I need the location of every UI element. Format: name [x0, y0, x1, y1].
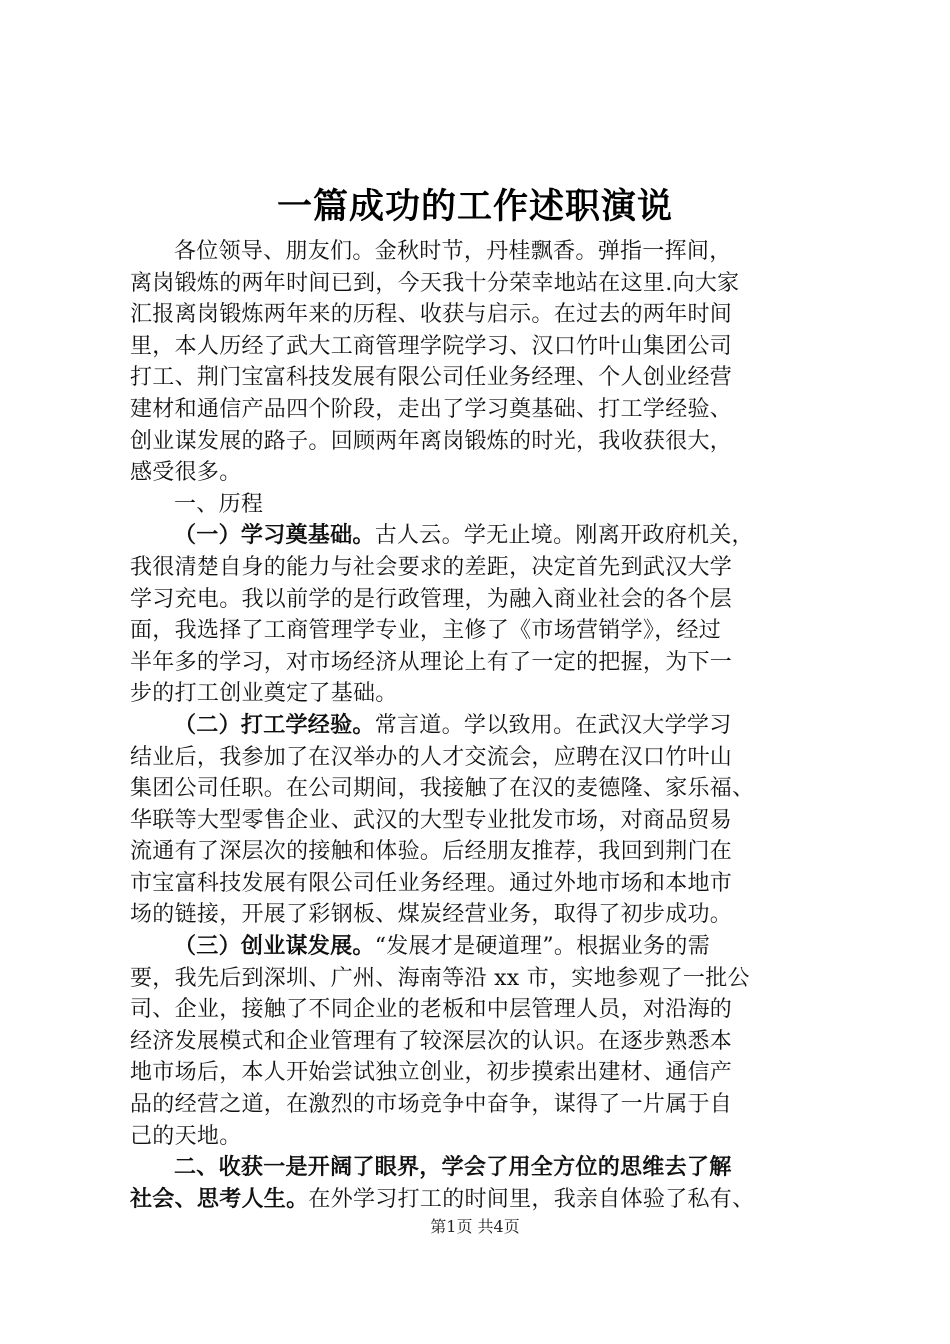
document-title: 一篇成功的工作述职演说 — [276, 187, 673, 227]
paragraph-line: 我很清楚自身的能力与社会要求的差距，决定首先到武汉大学 — [130, 554, 733, 580]
paragraph-line: 地市场后，本人开始尝试独立创业，初步摸索出建材、通信产 — [130, 1060, 733, 1086]
paragraph-line: 经济发展模式和企业管理有了较深层次的认识。在逐步熟悉本 — [130, 1028, 733, 1054]
paragraph-line: 各位领导、朋友们。金秋时节，丹桂飘香。弹指一挥间， — [174, 239, 732, 264]
paragraph-line: 己的天地。 — [130, 1123, 242, 1149]
subsection-heading: （三）创业谋发展。 — [174, 934, 375, 960]
section-heading-continued: 社会、思考人生。 — [130, 1186, 309, 1212]
paragraph-text: 常言道。学以致用。在武汉大学学习 — [374, 712, 732, 738]
paragraph-line — [130, 931, 830, 963]
paragraph-line: 集团公司任职。在公司期间，我接触了在汉的麦德隆、家乐福、 — [130, 776, 755, 802]
section-heading: 一、历程 — [174, 491, 264, 517]
document-body — [130, 236, 830, 1215]
paragraph-line: 创业谋发展的路子。回顾两年离岗锻炼的时光，我收获很大， — [130, 428, 733, 454]
paragraph-line: 感受很多。 — [130, 460, 242, 486]
paragraph-line: 场的链接，开展了彩钢板、煤炭经营业务，取得了初步成功。 — [130, 902, 733, 928]
paragraph-line: 步的打工创业奠定了基础。 — [130, 681, 398, 707]
paragraph-line: 半年多的学习，对市场经济从理论上有了一定的把握，为下一 — [130, 649, 733, 675]
paragraph-line: 华联等大型零售企业、武汉的大型专业批发市场，对商品贸易 — [130, 807, 733, 833]
paragraph-line: 面，我选择了工商管理学专业，主修了《市场营销学》，经过 — [130, 618, 722, 644]
paragraph-line: 品的经营之道，在激烈的市场竞争中奋争，谋得了一片属于自 — [130, 1092, 733, 1118]
paragraph-text: “发展才是硬道理”。根据业务的需 — [374, 934, 710, 960]
subsection-heading: （二）打工学经验。 — [174, 712, 375, 738]
page-number-footer: 第1页 共4页 — [430, 1217, 520, 1236]
paragraph-line — [130, 1184, 830, 1216]
paragraph-line: 结业后，我参加了在汉举办的人才交流会，应聘在汉口竹叶山 — [130, 744, 733, 770]
paragraph-text: 在外学习打工的时间里，我亲自体验了私有、 — [308, 1186, 755, 1212]
paragraph-line: 建材和通信产品四个阶段，走出了学习奠基础、打工学经验、 — [130, 396, 733, 422]
section-heading: 二、收获一是开阔了眼界，学会了用全方位的思维去了解 — [174, 1155, 732, 1181]
subsection-heading: （一）学习奠基础。 — [174, 523, 375, 549]
paragraph-line — [130, 710, 830, 742]
paragraph-line: 市宝富科技发展有限公司任业务经理。通过外地市场和本地市 — [130, 870, 733, 896]
paragraph-line: 离岗锻炼的两年时间已到，今天我十分荣幸地站在这里.向大家 — [130, 270, 740, 296]
paragraph-line: 流通有了深层次的接触和体验。后经朋友推荐，我回到荆门在 — [130, 839, 733, 865]
paragraph-line — [130, 520, 830, 552]
paragraph-line: 学习充电。我以前学的是行政管理，为融入商业社会的各个层 — [130, 586, 733, 612]
paragraph-line: 司、企业，接触了不同企业的老板和中层管理人员，对沿海的 — [130, 997, 733, 1023]
paragraph-line: 打工、荆门宝富科技发展有限公司任业务经理、个人创业经营 — [130, 365, 733, 391]
paragraph-text: 古人云。学无止境。刚离开政府机关， — [374, 523, 754, 549]
paragraph-line: 汇报离岗锻炼两年来的历程、收获与启示。在过去的两年时间 — [130, 302, 733, 328]
paragraph-line: 要，我先后到深圳、广州、海南等沿 xx 市，实地参观了一批公 — [130, 965, 750, 991]
paragraph-line: 里，本人历经了武大工商管理学院学习、汉口竹叶山集团公司 — [130, 333, 733, 359]
